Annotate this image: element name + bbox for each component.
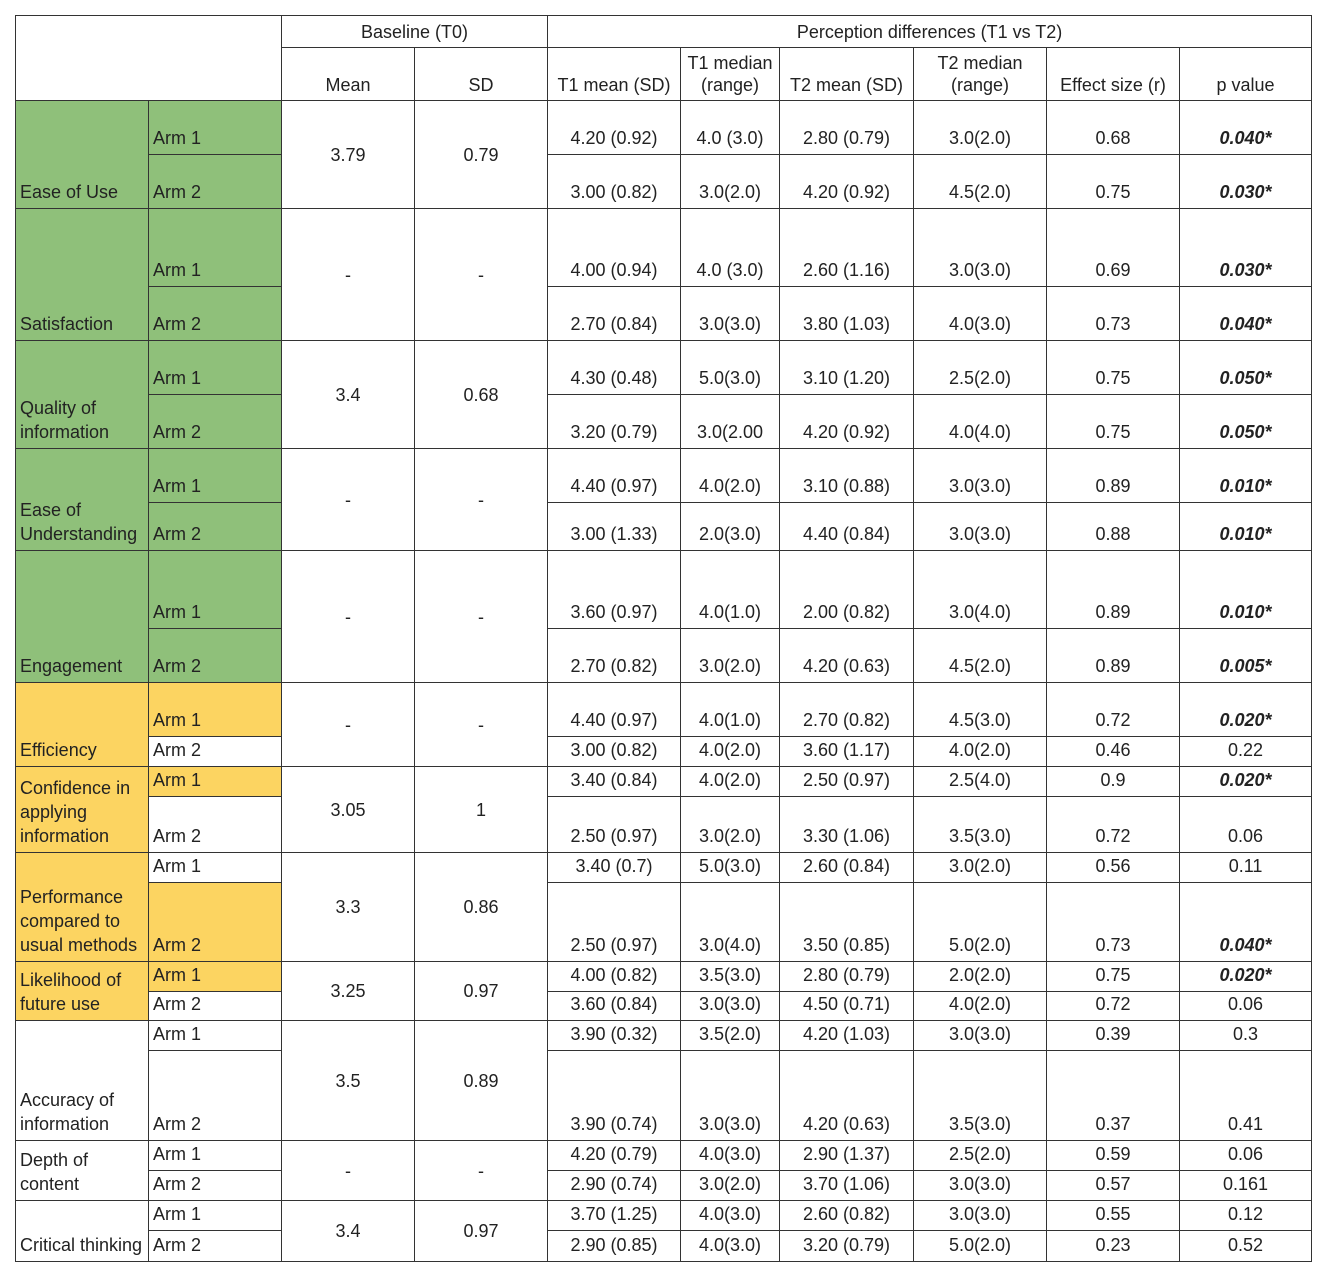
t1-median-cell: 4.0(3.0) (681, 1231, 780, 1262)
t2-median-cell: 4.0(2.0) (914, 737, 1047, 767)
p-cell: 0.161 (1180, 1171, 1312, 1201)
effect-cell: 0.88 (1047, 503, 1180, 551)
baseline-sd: 1 (415, 767, 548, 853)
t1-mean-cell: 2.50 (0.97) (548, 797, 681, 853)
t2-median-cell: 4.0(4.0) (914, 395, 1047, 449)
p-cell: 0.12 (1180, 1201, 1312, 1231)
arm-label: Arm 2 (149, 395, 282, 449)
effect-cell: 0.73 (1047, 287, 1180, 341)
baseline-mean: 3.4 (282, 1201, 415, 1262)
table-row (16, 1141, 1312, 1171)
baseline-sd: 0.68 (415, 341, 548, 449)
results-table (15, 15, 1312, 1262)
p-cell: 0.010* (1180, 503, 1312, 551)
p-cell: 0.010* (1180, 551, 1312, 629)
effect-cell: 0.9 (1047, 767, 1180, 797)
t1-median-cell: 5.0(3.0) (681, 341, 780, 395)
arm-label: Arm 1 (149, 683, 282, 737)
p-value-header: p value (1180, 48, 1312, 101)
t2-median-cell: 3.0(3.0) (914, 449, 1047, 503)
baseline-sd: - (415, 209, 548, 341)
baseline-mean: 3.4 (282, 341, 415, 449)
t1-median-cell: 4.0(1.0) (681, 551, 780, 629)
t1-median-cell: 4.0 (3.0) (681, 101, 780, 155)
t1-mean-cell: 3.60 (0.97) (548, 551, 681, 629)
effect-cell: 0.46 (1047, 737, 1180, 767)
p-cell: 0.52 (1180, 1231, 1312, 1262)
t1-mean-header: T1 mean (SD) (548, 48, 681, 101)
p-cell: 0.050* (1180, 341, 1312, 395)
baseline-sd: 0.86 (415, 853, 548, 962)
effect-size-header: Effect size (r) (1047, 48, 1180, 101)
p-cell: 0.3 (1180, 1021, 1312, 1051)
arm-label: Arm 2 (149, 287, 282, 341)
effect-cell: 0.75 (1047, 155, 1180, 209)
arm-label: Arm 2 (149, 1171, 282, 1201)
category-label: Depth of content (16, 1141, 149, 1201)
corner-header (16, 16, 282, 101)
t2-median-cell: 3.5(3.0) (914, 797, 1047, 853)
baseline-sd: - (415, 1141, 548, 1201)
t1-median-cell: 3.0(2.0) (681, 1171, 780, 1201)
effect-cell: 0.57 (1047, 1171, 1180, 1201)
t1-mean-cell: 3.90 (0.74) (548, 1051, 681, 1141)
category-label: Satisfaction (16, 209, 149, 341)
table-row (16, 341, 1312, 395)
table-row (16, 797, 1312, 853)
t1-mean-cell: 3.40 (0.7) (548, 853, 681, 883)
t1-mean-cell: 4.40 (0.97) (548, 449, 681, 503)
t2-median-cell: 3.0(3.0) (914, 1201, 1047, 1231)
p-cell: 0.010* (1180, 449, 1312, 503)
t1-mean-cell: 4.20 (0.79) (548, 1141, 681, 1171)
category-label: Ease of Use (16, 101, 149, 209)
t1-mean-cell: 3.70 (1.25) (548, 1201, 681, 1231)
t1-median-cell: 3.0(2.0) (681, 155, 780, 209)
t1-mean-cell: 3.60 (0.84) (548, 992, 681, 1021)
arm-label: Arm 2 (149, 992, 282, 1021)
table-row (16, 503, 1312, 551)
arm-label: Arm 2 (149, 155, 282, 209)
t2-median-cell: 3.5(3.0) (914, 1051, 1047, 1141)
table-row (16, 209, 1312, 287)
effect-cell: 0.89 (1047, 449, 1180, 503)
t1-mean-cell: 4.40 (0.97) (548, 683, 681, 737)
effect-cell: 0.55 (1047, 1201, 1180, 1231)
t2-median-cell: 4.0(3.0) (914, 287, 1047, 341)
t2-median-cell: 5.0(2.0) (914, 1231, 1047, 1262)
arm-label: Arm 1 (149, 209, 282, 287)
t1-mean-cell: 4.00 (0.94) (548, 209, 681, 287)
table-body (16, 101, 1312, 1262)
t1-mean-cell: 4.20 (0.92) (548, 101, 681, 155)
t2-mean-cell: 2.80 (0.79) (780, 101, 914, 155)
t1-median-cell: 3.0(3.0) (681, 287, 780, 341)
t2-mean-cell: 4.40 (0.84) (780, 503, 914, 551)
effect-cell: 0.75 (1047, 341, 1180, 395)
t2-median-cell: 3.0(2.0) (914, 853, 1047, 883)
t2-median-cell: 4.5(2.0) (914, 155, 1047, 209)
table-row (16, 962, 1312, 992)
t1-median-cell: 2.0(3.0) (681, 503, 780, 551)
p-cell: 0.020* (1180, 767, 1312, 797)
category-label: Quality of information (16, 341, 149, 449)
table-header (16, 16, 1312, 101)
arm-label: Arm 2 (149, 1231, 282, 1262)
t1-median-cell: 4.0 (3.0) (681, 209, 780, 287)
t1-median-cell: 4.0(3.0) (681, 1201, 780, 1231)
arm-label: Arm 2 (149, 1051, 282, 1141)
arm-label: Arm 1 (149, 1141, 282, 1171)
category-label: Likelihood of future use (16, 962, 149, 1021)
p-cell: 0.050* (1180, 395, 1312, 449)
table-row (16, 449, 1312, 503)
effect-cell: 0.89 (1047, 551, 1180, 629)
t2-median-cell: 3.0(4.0) (914, 551, 1047, 629)
table-row (16, 1231, 1312, 1262)
t1-mean-cell: 4.30 (0.48) (548, 341, 681, 395)
p-cell: 0.040* (1180, 883, 1312, 962)
baseline-sd: - (415, 551, 548, 683)
t2-mean-cell: 2.90 (1.37) (780, 1141, 914, 1171)
category-label: Engagement (16, 551, 149, 683)
table-row (16, 683, 1312, 737)
t2-mean-cell: 3.10 (0.88) (780, 449, 914, 503)
t1-median-header: T1 median (range) (681, 48, 780, 101)
arm-label: Arm 1 (149, 551, 282, 629)
p-cell: 0.41 (1180, 1051, 1312, 1141)
t1-median-cell: 3.0(4.0) (681, 883, 780, 962)
t1-mean-cell: 3.20 (0.79) (548, 395, 681, 449)
p-cell: 0.020* (1180, 962, 1312, 992)
table-row (16, 1201, 1312, 1231)
t2-median-cell: 3.0(3.0) (914, 209, 1047, 287)
t2-mean-cell: 4.20 (1.03) (780, 1021, 914, 1051)
table-row (16, 1051, 1312, 1141)
category-label: Ease of Understanding (16, 449, 149, 551)
table-row (16, 629, 1312, 683)
arm-label: Arm 1 (149, 962, 282, 992)
table-row (16, 767, 1312, 797)
t2-median-cell: 2.5(2.0) (914, 1141, 1047, 1171)
effect-cell: 0.56 (1047, 853, 1180, 883)
t2-mean-cell: 2.60 (1.16) (780, 209, 914, 287)
category-label: Performance compared to usual methods (16, 853, 149, 962)
t1-mean-cell: 2.90 (0.85) (548, 1231, 681, 1262)
t2-mean-cell: 3.10 (1.20) (780, 341, 914, 395)
t2-median-cell: 4.5(3.0) (914, 683, 1047, 737)
arm-label: Arm 1 (149, 853, 282, 883)
t2-mean-cell: 2.80 (0.79) (780, 962, 914, 992)
t1-mean-cell: 3.90 (0.32) (548, 1021, 681, 1051)
baseline-group-header: Baseline (T0) (282, 16, 548, 48)
arm-label: Arm 1 (149, 1021, 282, 1051)
baseline-mean: - (282, 683, 415, 767)
p-cell: 0.11 (1180, 853, 1312, 883)
effect-cell: 0.72 (1047, 992, 1180, 1021)
effect-cell: 0.68 (1047, 101, 1180, 155)
effect-cell: 0.37 (1047, 1051, 1180, 1141)
table-row (16, 1171, 1312, 1201)
t2-mean-cell: 4.20 (0.92) (780, 155, 914, 209)
table-row (16, 992, 1312, 1021)
t1-mean-cell: 2.70 (0.82) (548, 629, 681, 683)
t2-mean-cell: 4.20 (0.63) (780, 1051, 914, 1141)
effect-cell: 0.75 (1047, 395, 1180, 449)
table-row (16, 395, 1312, 449)
p-cell: 0.030* (1180, 155, 1312, 209)
effect-cell: 0.75 (1047, 962, 1180, 992)
t1-mean-cell: 2.70 (0.84) (548, 287, 681, 341)
sd-header: SD (415, 48, 548, 101)
arm-label: Arm 1 (149, 767, 282, 797)
t2-mean-cell: 3.80 (1.03) (780, 287, 914, 341)
t2-mean-cell: 2.60 (0.82) (780, 1201, 914, 1231)
arm-label: Arm 1 (149, 341, 282, 395)
t2-mean-cell: 4.20 (0.63) (780, 629, 914, 683)
t1-median-cell: 3.0(2.0) (681, 629, 780, 683)
arm-label: Arm 2 (149, 737, 282, 767)
arm-label: Arm 1 (149, 449, 282, 503)
baseline-mean: - (282, 1141, 415, 1201)
t2-mean-cell: 3.30 (1.06) (780, 797, 914, 853)
t2-median-cell: 2.5(4.0) (914, 767, 1047, 797)
t2-median-cell: 3.0(2.0) (914, 101, 1047, 155)
table-row (16, 1021, 1312, 1051)
arm-label: Arm 2 (149, 797, 282, 853)
t2-mean-cell: 2.50 (0.97) (780, 767, 914, 797)
table-row (16, 155, 1312, 209)
p-cell: 0.06 (1180, 797, 1312, 853)
t2-mean-cell: 3.20 (0.79) (780, 1231, 914, 1262)
t2-median-cell: 4.5(2.0) (914, 629, 1047, 683)
baseline-sd: 0.79 (415, 101, 548, 209)
t1-median-cell: 3.0(2.0) (681, 797, 780, 853)
t2-mean-header: T2 mean (SD) (780, 48, 914, 101)
arm-label: Arm 1 (149, 101, 282, 155)
t1-median-cell: 3.0(3.0) (681, 992, 780, 1021)
t2-mean-cell: 4.20 (0.92) (780, 395, 914, 449)
mean-header: Mean (282, 48, 415, 101)
t2-median-header: T2 median (range) (914, 48, 1047, 101)
effect-cell: 0.39 (1047, 1021, 1180, 1051)
t1-mean-cell: 4.00 (0.82) (548, 962, 681, 992)
t1-median-cell: 5.0(3.0) (681, 853, 780, 883)
p-cell: 0.030* (1180, 209, 1312, 287)
t1-mean-cell: 2.90 (0.74) (548, 1171, 681, 1201)
effect-cell: 0.72 (1047, 683, 1180, 737)
p-cell: 0.040* (1180, 101, 1312, 155)
effect-cell: 0.23 (1047, 1231, 1180, 1262)
t1-median-cell: 3.0(3.0) (681, 1051, 780, 1141)
baseline-sd: - (415, 683, 548, 767)
t2-median-cell: 3.0(3.0) (914, 1171, 1047, 1201)
t1-median-cell: 3.5(2.0) (681, 1021, 780, 1051)
category-label: Accuracy of information (16, 1021, 149, 1141)
effect-cell: 0.72 (1047, 797, 1180, 853)
category-label: Efficiency (16, 683, 149, 767)
t2-mean-cell: 4.50 (0.71) (780, 992, 914, 1021)
baseline-mean: - (282, 449, 415, 551)
table-row (16, 101, 1312, 155)
effect-cell: 0.69 (1047, 209, 1180, 287)
t1-mean-cell: 2.50 (0.97) (548, 883, 681, 962)
perception-group-header: Perception differences (T1 vs T2) (548, 16, 1312, 48)
p-cell: 0.22 (1180, 737, 1312, 767)
baseline-sd: 0.89 (415, 1021, 548, 1141)
t1-median-cell: 4.0(2.0) (681, 449, 780, 503)
t1-mean-cell: 3.40 (0.84) (548, 767, 681, 797)
t2-mean-cell: 2.00 (0.82) (780, 551, 914, 629)
effect-cell: 0.59 (1047, 1141, 1180, 1171)
baseline-mean: 3.79 (282, 101, 415, 209)
arm-label: Arm 2 (149, 883, 282, 962)
baseline-mean: - (282, 209, 415, 341)
p-cell: 0.020* (1180, 683, 1312, 737)
t2-median-cell: 3.0(3.0) (914, 1021, 1047, 1051)
arm-label: Arm 1 (149, 1201, 282, 1231)
baseline-sd: 0.97 (415, 1201, 548, 1262)
t2-median-cell: 4.0(2.0) (914, 992, 1047, 1021)
arm-label: Arm 2 (149, 629, 282, 683)
t1-mean-cell: 3.00 (0.82) (548, 155, 681, 209)
t1-median-cell: 3.5(3.0) (681, 962, 780, 992)
effect-cell: 0.73 (1047, 883, 1180, 962)
effect-cell: 0.89 (1047, 629, 1180, 683)
t1-median-cell: 4.0(2.0) (681, 737, 780, 767)
baseline-mean: 3.3 (282, 853, 415, 962)
baseline-mean: 3.25 (282, 962, 415, 1021)
t1-median-cell: 3.0(2.00 (681, 395, 780, 449)
table-row (16, 853, 1312, 883)
table-row (16, 737, 1312, 767)
t2-median-cell: 3.0(3.0) (914, 503, 1047, 551)
table-row (16, 287, 1312, 341)
t2-median-cell: 2.5(2.0) (914, 341, 1047, 395)
baseline-sd: 0.97 (415, 962, 548, 1021)
table-row (16, 883, 1312, 962)
t2-mean-cell: 3.60 (1.17) (780, 737, 914, 767)
p-cell: 0.005* (1180, 629, 1312, 683)
t2-mean-cell: 2.60 (0.84) (780, 853, 914, 883)
t2-mean-cell: 3.50 (0.85) (780, 883, 914, 962)
p-cell: 0.06 (1180, 992, 1312, 1021)
t1-mean-cell: 3.00 (0.82) (548, 737, 681, 767)
t2-mean-cell: 3.70 (1.06) (780, 1171, 914, 1201)
t2-median-cell: 5.0(2.0) (914, 883, 1047, 962)
p-cell: 0.06 (1180, 1141, 1312, 1171)
category-label: Confidence in applying information (16, 767, 149, 853)
arm-label: Arm 2 (149, 503, 282, 551)
baseline-mean: 3.05 (282, 767, 415, 853)
t1-mean-cell: 3.00 (1.33) (548, 503, 681, 551)
t1-median-cell: 4.0(2.0) (681, 767, 780, 797)
category-label: Critical thinking (16, 1201, 149, 1262)
t1-median-cell: 4.0(1.0) (681, 683, 780, 737)
table-row (16, 551, 1312, 629)
t1-median-cell: 4.0(3.0) (681, 1141, 780, 1171)
baseline-mean: - (282, 551, 415, 683)
p-cell: 0.040* (1180, 287, 1312, 341)
baseline-mean: 3.5 (282, 1021, 415, 1141)
t2-median-cell: 2.0(2.0) (914, 962, 1047, 992)
baseline-sd: - (415, 449, 548, 551)
t2-mean-cell: 2.70 (0.82) (780, 683, 914, 737)
